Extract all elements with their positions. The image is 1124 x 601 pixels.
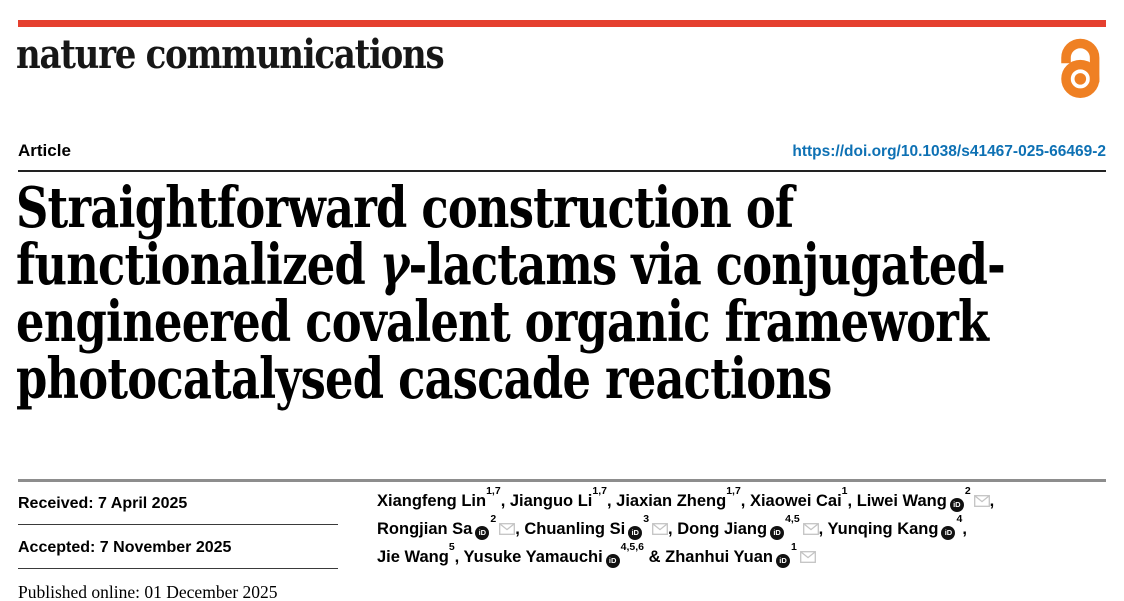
email-icon[interactable] — [652, 517, 668, 544]
author-name: Xiangfeng Lin — [377, 492, 487, 510]
email-icon[interactable] — [803, 517, 819, 544]
author-separator: , — [847, 492, 857, 510]
doi-link[interactable]: https://doi.org/10.1038/s41467-025-66469-2 — [792, 143, 1106, 160]
affiliation-superscript: 1,7 — [726, 484, 741, 497]
affiliation-superscript: 4 — [956, 512, 963, 525]
affiliation-superscript: 1,7 — [486, 484, 501, 497]
author-name: Yunqing Kang — [827, 520, 939, 538]
author-separator: & — [644, 548, 666, 566]
orcid-icon[interactable]: iD — [770, 526, 784, 540]
accepted-date: Accepted: 7 November 2025 — [18, 525, 338, 569]
title-line-3: engineered covalent organic framework — [16, 289, 989, 355]
author-separator: , — [818, 520, 828, 538]
open-access-icon — [1057, 36, 1105, 100]
brand-red-bar — [18, 20, 1106, 27]
title-line-2-post: -lactams via conjugated- — [408, 232, 1005, 298]
author-name: Xiaowei Cai — [749, 492, 842, 510]
author-separator: , — [454, 548, 464, 566]
email-icon[interactable] — [800, 545, 816, 572]
author-separator: , — [606, 492, 617, 510]
paper-title — [16, 175, 1116, 412]
author-name: Yusuke Yamauchi — [463, 548, 603, 566]
article-header-row — [18, 141, 1106, 161]
author-name: Rongjian Sa — [377, 520, 473, 538]
article-type-label: Article — [18, 141, 71, 160]
author-line — [377, 484, 1117, 516]
author-line — [377, 540, 1117, 572]
author-name: Jie Wang — [377, 548, 449, 566]
affiliation-superscript: 1 — [790, 540, 797, 553]
author-name: Chuanling Si — [524, 520, 626, 538]
author-line — [377, 512, 1117, 544]
affiliation-superscript: 4,5 — [785, 512, 800, 525]
title-line-2-pre: functionalized — [16, 232, 380, 298]
published-date: Published online: 01 December 2025 — [18, 582, 278, 601]
author-separator: , — [515, 520, 525, 538]
affiliation-superscript: 1 — [841, 484, 848, 497]
title-line-4: photocatalysed cascade reactions — [16, 346, 832, 412]
orcid-icon[interactable]: iD — [950, 498, 964, 512]
affiliation-superscript: 2 — [964, 484, 971, 497]
author-separator: , — [500, 492, 510, 510]
affiliation-superscript: 3 — [643, 512, 650, 525]
affiliation-superscript: 5 — [448, 540, 455, 553]
author-name: Jiaxian Zheng — [616, 492, 727, 510]
author-name: Dong Jiang — [677, 520, 768, 538]
received-date: Received: 7 April 2025 — [18, 481, 338, 525]
author-separator: , — [962, 520, 967, 538]
orcid-icon[interactable]: iD — [776, 554, 790, 568]
orcid-icon[interactable]: iD — [475, 526, 489, 540]
affiliation-superscript: 1,7 — [592, 484, 607, 497]
author-separator: , — [668, 520, 678, 538]
affiliation-superscript: 4,5,6 — [620, 540, 645, 553]
affiliation-superscript: 2 — [490, 512, 497, 525]
journal-logo: nature communications — [16, 31, 444, 78]
orcid-icon[interactable]: iD — [941, 526, 955, 540]
author-separator: , — [740, 492, 750, 510]
author-name: Jianguo Li — [509, 492, 593, 510]
author-name: Liwei Wang — [856, 492, 947, 510]
email-icon[interactable] — [974, 489, 990, 516]
author-separator: , — [989, 492, 995, 510]
author-list — [377, 484, 1117, 572]
orcid-icon[interactable]: iD — [606, 554, 620, 568]
title-line-2 — [16, 232, 1005, 298]
orcid-icon[interactable]: iD — [628, 526, 642, 540]
title-line-1: Straightforward construction of — [16, 175, 794, 241]
email-icon[interactable] — [499, 517, 515, 544]
author-name: Zhanhui Yuan — [665, 548, 773, 566]
gamma-symbol: γ — [379, 232, 409, 298]
header-divider — [18, 170, 1106, 172]
article-history — [18, 481, 338, 601]
